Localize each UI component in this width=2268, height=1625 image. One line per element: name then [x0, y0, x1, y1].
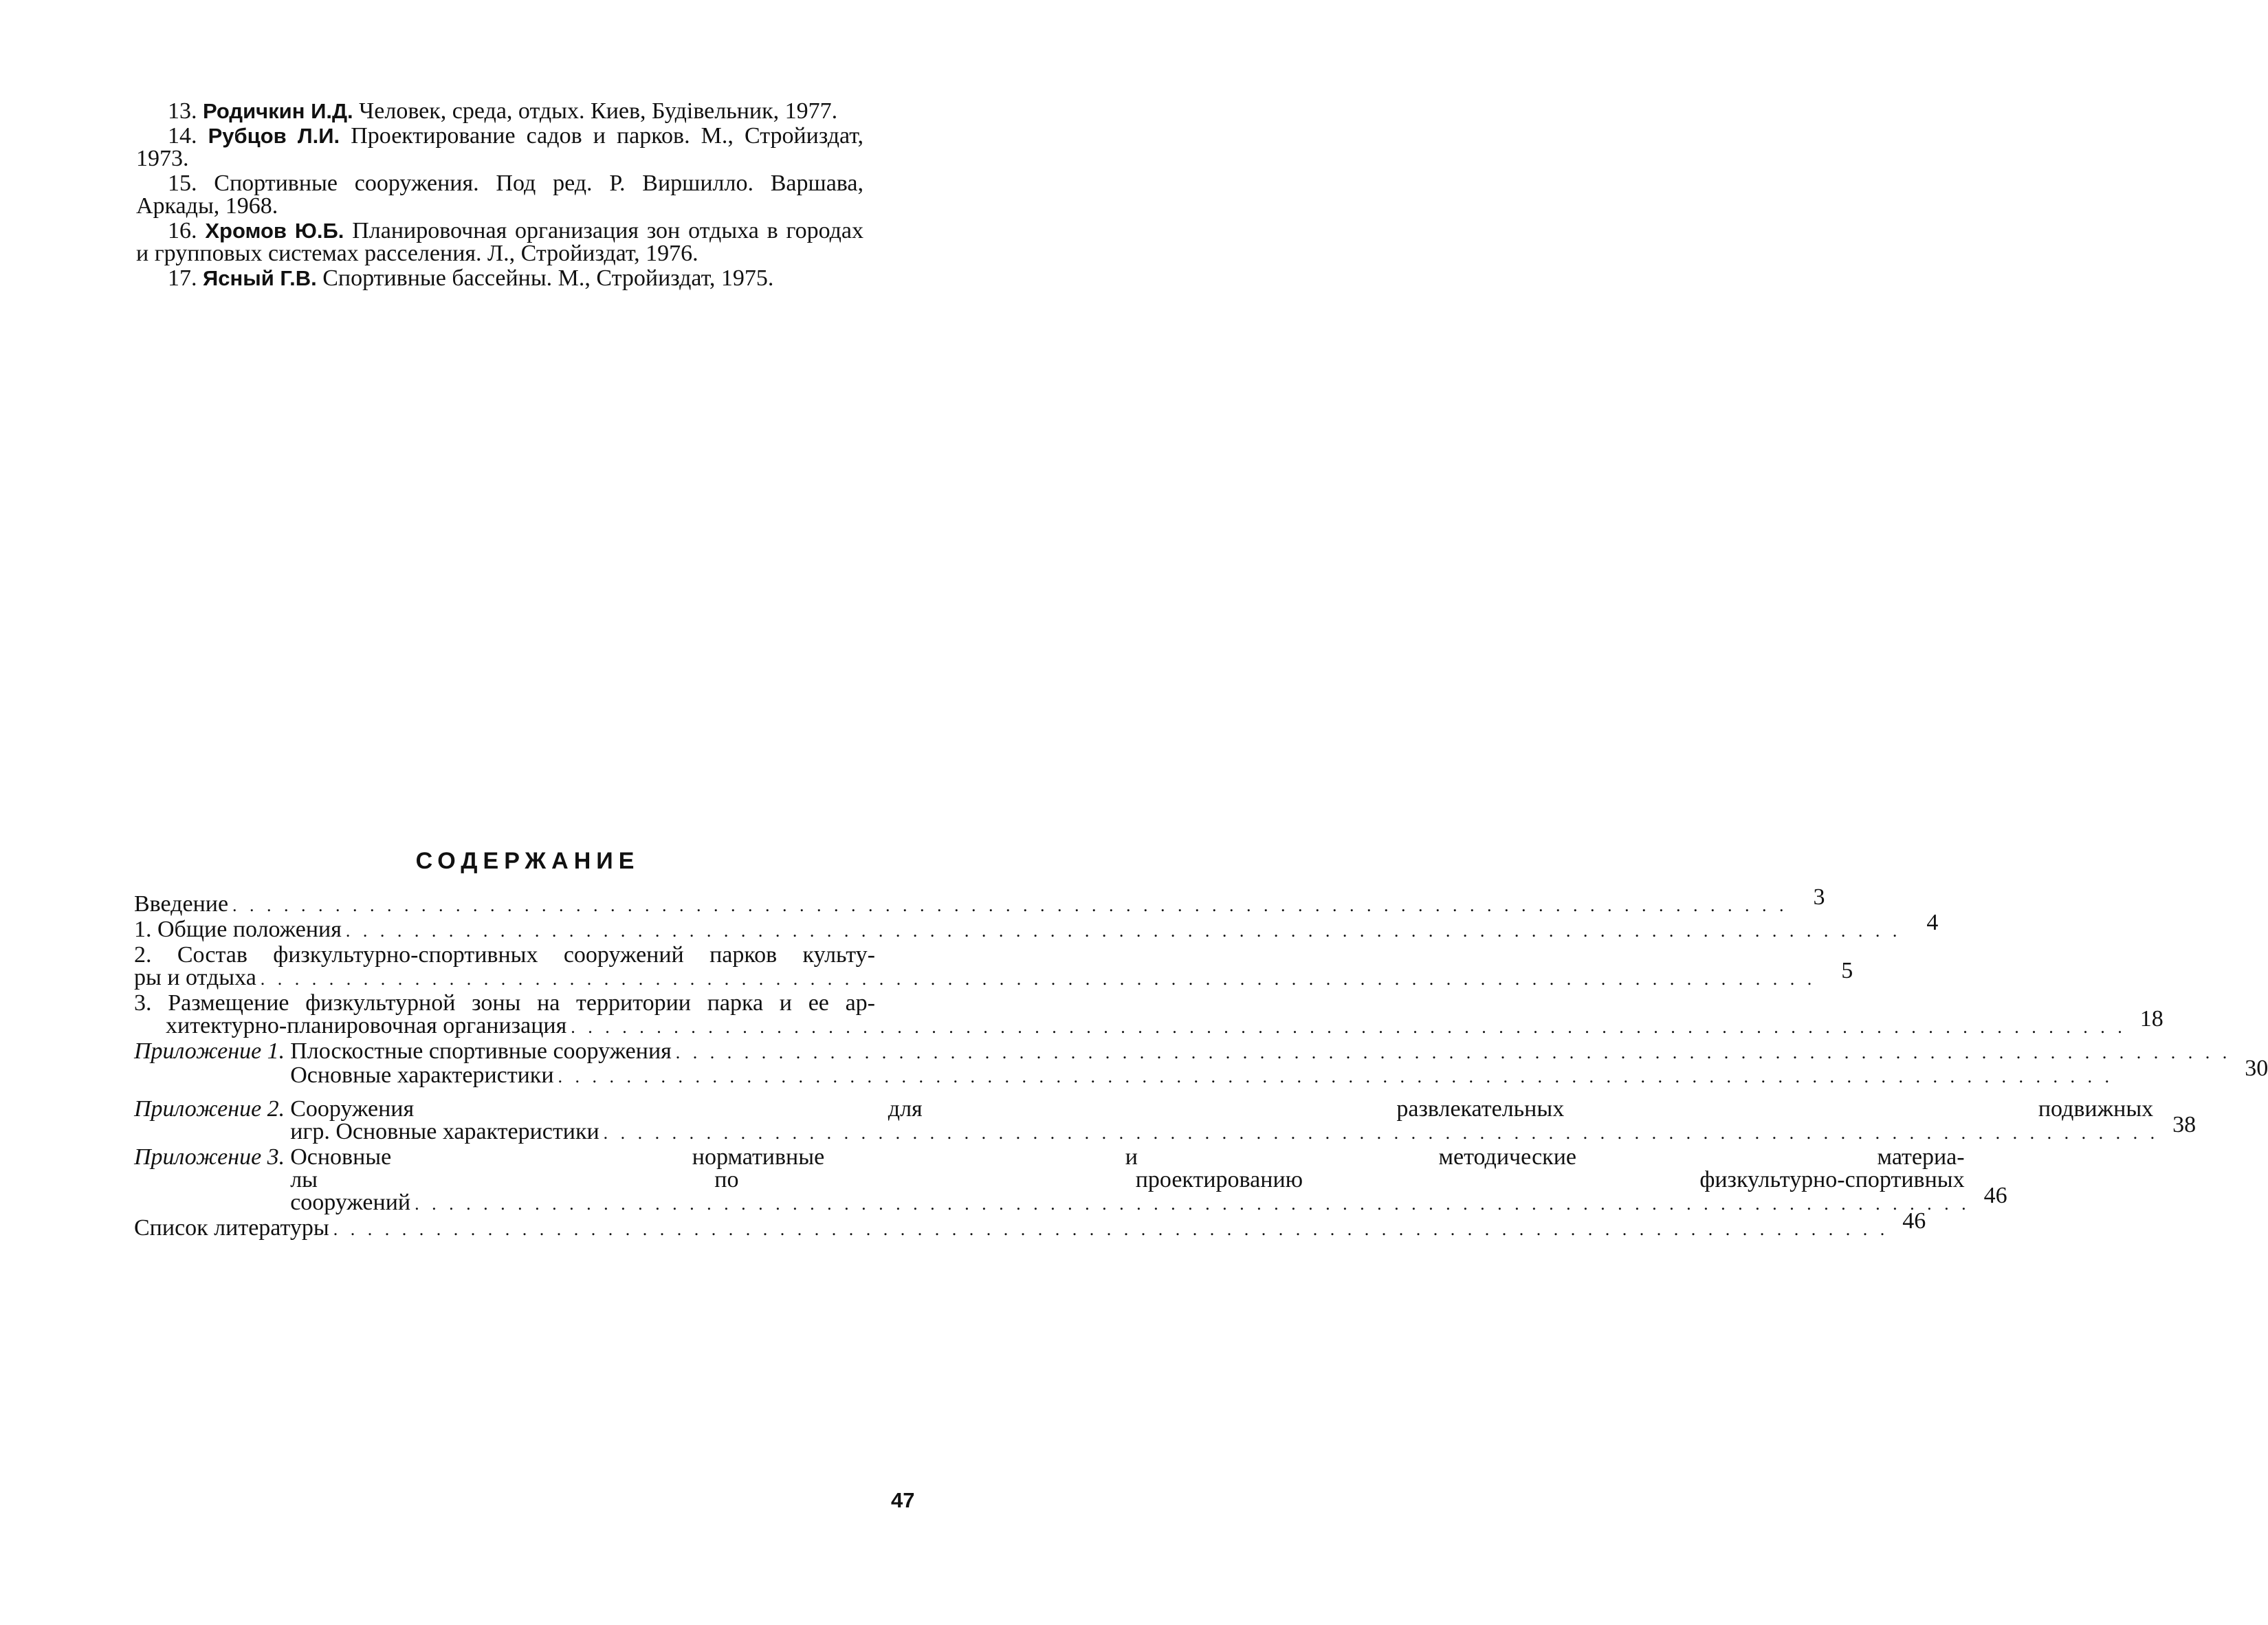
reference-text: Человек, среда, отдых. Киев, Будiвельник, 1977.: [359, 98, 838, 124]
reference-number: 17.: [168, 265, 197, 291]
reference-text: Планировочная организация зон отдыха в городах и групповых системах расселения. Л., Стройиздат, 1976.: [136, 218, 864, 266]
toc-entry: [134, 910, 1939, 942]
toc-page-number: 30: [2245, 1056, 2268, 1081]
leader-dots: [232, 894, 1788, 917]
toc-entry-title: 3. Размещение физкультурной зоны на территории парка и ее ар-: [134, 990, 875, 1016]
toc-entry-title: 1. Общие положения: [134, 917, 342, 942]
appendix-title-cont: Основные характеристики: [290, 1062, 554, 1088]
toc-entry-title: Введение: [134, 891, 229, 917]
leader-dots: [261, 968, 1816, 990]
reference-item: [136, 124, 863, 170]
reference-number: 14.: [168, 123, 197, 149]
toc-entry: [134, 990, 2164, 1038]
appendix-label: Приложение 1.: [134, 1038, 285, 1064]
appendix-title-cont: игр. Основные характеристики: [290, 1119, 599, 1144]
appendix-label: Приложение 3.: [134, 1144, 285, 1170]
reference-number: 15.: [168, 171, 197, 196]
leader-dots: [333, 1218, 1889, 1241]
toc-appendix-entry: [134, 1096, 2197, 1144]
appendix-label: Приложение 2.: [134, 1096, 285, 1122]
toc-entry-title-cont: хитектурно-планировочная организация: [166, 1013, 567, 1038]
leader-dots: [346, 919, 1902, 942]
toc-page-number: 18: [2139, 1006, 2164, 1032]
leader-dots: [558, 1065, 2232, 1088]
contents-title: СОДЕРЖАНИЕ: [415, 848, 640, 874]
reference-author: Ясный Г.В.: [203, 266, 317, 290]
reference-number: 13.: [168, 98, 197, 124]
toc-page-number: 46: [1902, 1208, 1926, 1234]
leader-dots: [676, 1041, 2232, 1064]
toc-page-number: 4: [1926, 910, 1939, 935]
reference-item: [136, 100, 863, 122]
reference-item: [136, 267, 863, 290]
toc-page-number: 46: [1983, 1183, 2007, 1208]
toc-page-number: 3: [1813, 884, 1825, 910]
appendix-title-cont: лы по проектированию физкультурно-спортивных: [290, 1167, 1965, 1192]
reference-text: Проектирование садов и парков. М., Стройиздат, 1973.: [136, 123, 864, 171]
toc-appendix-entry: [134, 1038, 2268, 1088]
reference-author: Рубцов Л.И.: [208, 124, 340, 148]
reference-item: [136, 219, 863, 265]
table-of-contents: [134, 884, 2268, 1242]
appendix-title: Основные нормативные и методические материа-: [290, 1144, 1965, 1170]
page-number: 47: [891, 1488, 915, 1512]
appendix-title: Плоскостные спортивные сооружения: [290, 1038, 672, 1064]
toc-entry: [134, 942, 1853, 990]
leader-dots: [571, 1016, 2126, 1038]
reference-number: 16.: [168, 218, 197, 243]
toc-entry-title: 2. Состав физкультурно-спортивных сооружений парков культу-: [134, 942, 875, 968]
leader-dots: [415, 1192, 1970, 1215]
toc-entry: [134, 1208, 1926, 1241]
reference-list: [136, 100, 863, 292]
reference-text: Спортивные бассейны. М., Стройиздат, 1975.: [322, 265, 774, 291]
appendix-title: Сооружения для развлекательных подвижных: [290, 1096, 2154, 1122]
appendix-title-cont: сооружений: [290, 1190, 411, 1215]
toc-entry-title: Список литературы: [134, 1215, 329, 1241]
toc-entry-title-cont: ры и отдыха: [134, 965, 256, 990]
reference-author: Родичкин И.Д.: [203, 99, 353, 123]
reference-text: Спортивные сооружения. Под ред. Р. Виршилло. Варшава, Аркады, 1968.: [136, 171, 863, 219]
leader-dots: [604, 1122, 2159, 1144]
reference-item: [136, 172, 863, 217]
toc-appendix-entry: [134, 1144, 2007, 1215]
toc-entry: [134, 884, 1825, 917]
toc-page-number: 5: [1841, 958, 1853, 983]
toc-page-number: 38: [2172, 1112, 2197, 1137]
reference-author: Хромов Ю.Б.: [205, 219, 344, 243]
